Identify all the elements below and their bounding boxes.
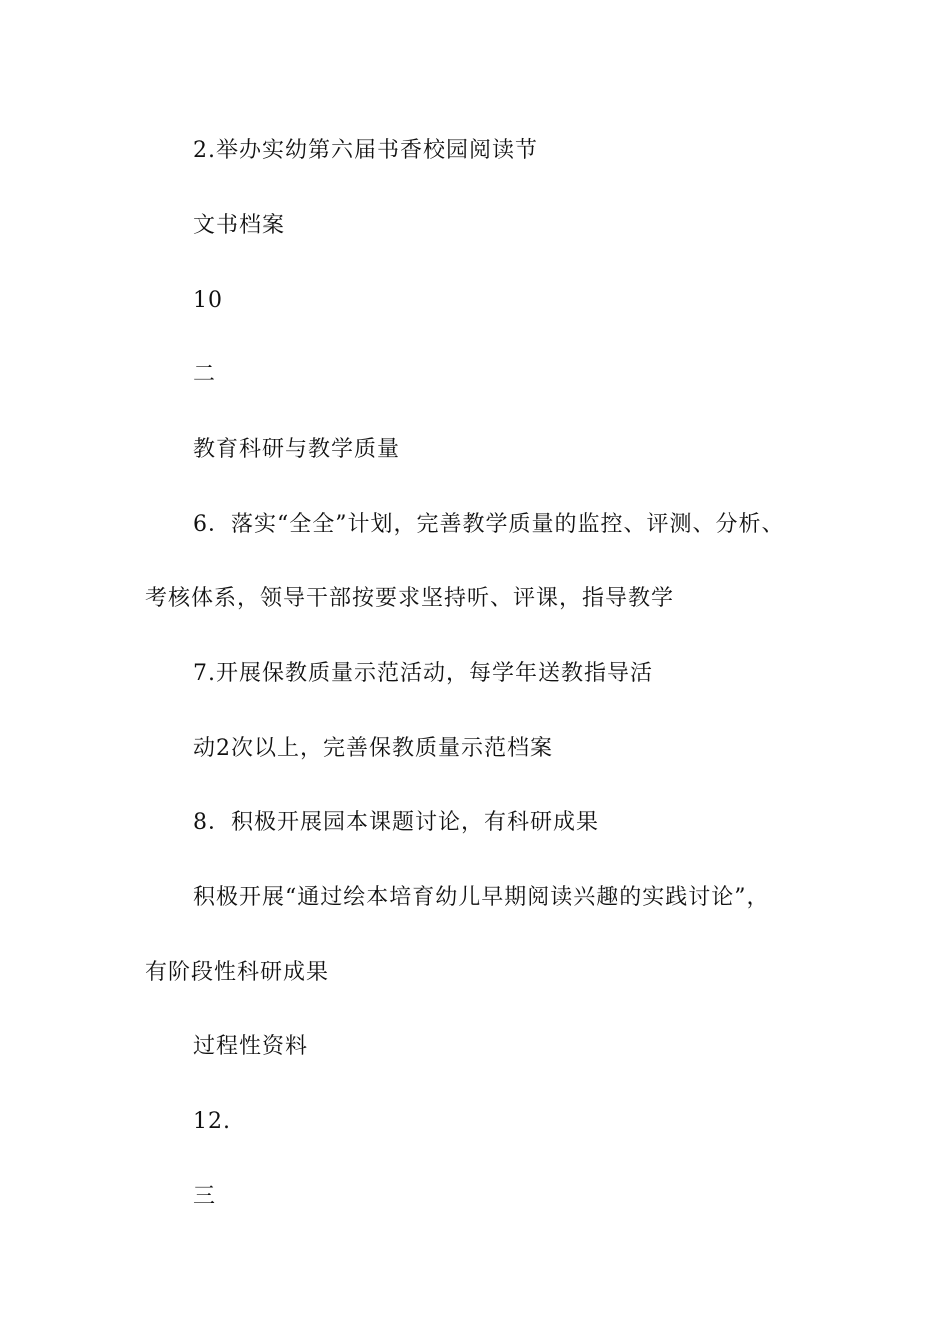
- text-line-score-12: 12.: [193, 1109, 231, 1134]
- section-heading-research-quality: 教育科研与教学质量: [193, 437, 401, 462]
- text-line-score-10: 10: [193, 288, 223, 313]
- section-number-two: 二: [193, 362, 217, 387]
- section-number-three: 三: [193, 1184, 217, 1209]
- text-line-reading-festival: 2.举办实幼第六届书香校园阅读节: [193, 138, 538, 163]
- text-line-item-6: 6．落实“全全”计划，完善教学质量的监控、评测、分析、: [193, 512, 785, 537]
- text-line-item-7-continued: 动2次以上，完善保教质量示范档案: [193, 736, 553, 761]
- text-line-archives: 文书档案: [193, 213, 286, 238]
- text-line-process-materials: 过程性资料: [193, 1034, 309, 1059]
- text-line-picture-book-research: 积极开展“通过绘本培育幼儿早期阅读兴趣的实践讨论”，: [193, 885, 770, 910]
- text-line-item-8: 8．积极开展园本课题讨论，有科研成果: [193, 810, 599, 835]
- text-line-research-results: 有阶段性科研成果: [145, 960, 330, 985]
- text-line-item-7: 7.开展保教质量示范活动，每学年送教指导活: [193, 661, 653, 686]
- text-line-item-6-continued: 考核体系，领导干部按要求坚持听、评课，指导教学: [145, 586, 675, 611]
